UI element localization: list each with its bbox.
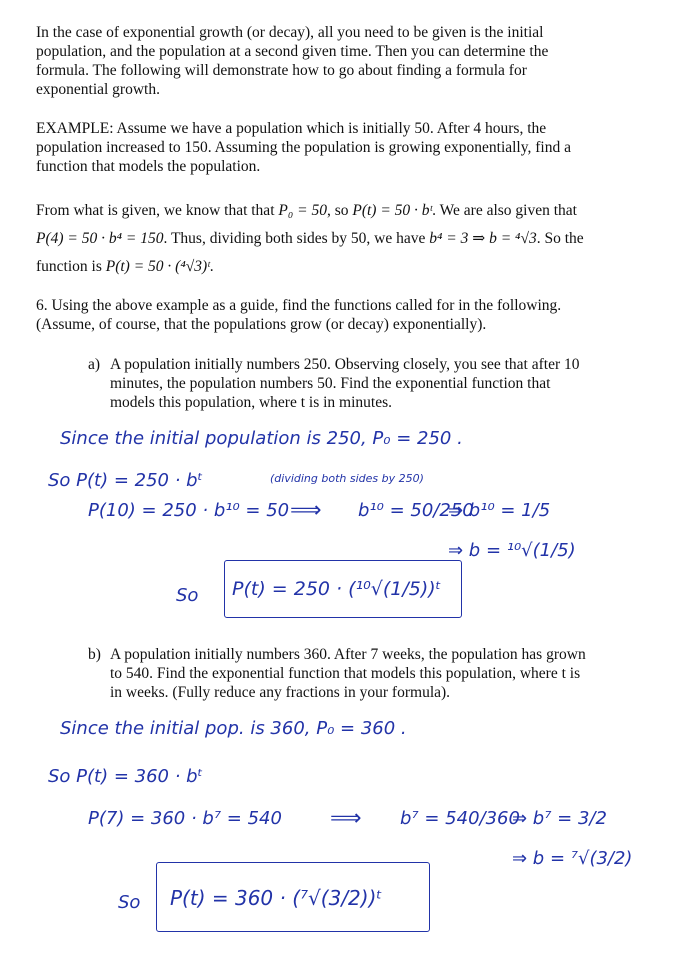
hw-a-note: (dividing both sides by 250) <box>270 472 424 485</box>
part-b-line: A population initially numbers 360. After 7 weeks, the population has grown <box>110 646 586 663</box>
part-a-label: a) <box>88 356 101 373</box>
hw-a-equation: P(10) = 250 · b¹⁰ = 50 <box>88 500 290 521</box>
hw-b-simplify: ⇒ b⁷ = 3/2 <box>512 808 607 829</box>
arrow-icon: ⟹ <box>330 806 362 831</box>
part-b-prompt <box>88 645 648 702</box>
hw-a-model: So P(t) = 250 · bᵗ <box>48 470 203 491</box>
part-b-line: in weeks. (Fully reduce any fractions in your formula). <box>110 684 451 701</box>
hw-a-root: ⇒ b = ¹⁰√(1/5) <box>448 540 576 561</box>
derivation-line-1 <box>36 197 646 225</box>
derivation-text: . Thus, dividing both sides by 50, we have <box>163 230 426 247</box>
math-expression: P(t) = 50 · (⁴√3)ᵗ <box>105 258 210 275</box>
derivation-paragraph <box>36 197 646 281</box>
part-a-prompt <box>88 355 648 412</box>
hw-a-answer: P(t) = 250 · (¹⁰√(1/5))ᵗ <box>232 578 442 600</box>
math-expression: b⁴ = 3 ⇒ b = ⁴√3 <box>429 230 537 247</box>
hw-a-simplify: ⇒ b¹⁰ = 1/5 <box>448 500 551 521</box>
hw-a-divide: b¹⁰ = 50/250 <box>358 500 474 521</box>
derivation-text: , so <box>326 202 349 219</box>
hw-b-answer: P(t) = 360 · (⁷√(3/2))ᵗ <box>170 886 383 910</box>
intro-paragraph <box>36 23 646 99</box>
intro-line: population, and the population at a second given time. Then you can determine the <box>36 43 549 60</box>
hw-a-so: So <box>176 585 199 606</box>
hw-b-initial: Since the initial pop. is 360, P₀ = 360 . <box>60 718 407 739</box>
derivation-line-2 <box>36 225 646 253</box>
intro-line: In the case of exponential growth (or decay), all you need to be given is the initial <box>36 24 544 41</box>
arrow-icon: ⟹ <box>290 498 322 523</box>
part-a-line: minutes, the population numbers 50. Find the exponential function that <box>110 375 551 392</box>
example-line: population increased to 150. Assuming the population is growing exponentially, find a <box>36 139 571 156</box>
part-a-line: models this population, where t is in minutes. <box>110 394 392 411</box>
intro-line: formula. The following will demonstrate how to go about finding a formula for <box>36 62 527 79</box>
example-paragraph <box>36 119 646 176</box>
hw-b-divide: b⁷ = 540/360 <box>400 808 520 829</box>
hw-a-initial: Since the initial population is 250, P₀ = 250 . <box>60 428 463 449</box>
part-a-line: A population initially numbers 250. Observing closely, you see that after 10 <box>110 356 580 373</box>
question-line: (Assume, of course, that the populations grow (or decay) exponentially). <box>36 316 487 333</box>
derivation-text: function is <box>36 258 102 275</box>
math-expression: P(t) = 50 · bᵗ <box>352 202 433 219</box>
part-b-line: to 540. Find the exponential function that models this population, where t is <box>110 665 581 682</box>
derivation-text: From what is given, we know that that <box>36 202 275 219</box>
derivation-text: . We are also given that <box>432 202 577 219</box>
derivation-line-3 <box>36 253 646 281</box>
example-line: function that models the population. <box>36 158 261 175</box>
derivation-text: . <box>209 258 214 275</box>
hw-b-equation: P(7) = 360 · b⁷ = 540 <box>88 808 282 829</box>
question-6 <box>36 296 646 334</box>
part-b-label: b) <box>88 646 101 663</box>
hw-b-root: ⇒ b = ⁷√(3/2) <box>512 848 633 869</box>
intro-line: exponential growth. <box>36 81 160 98</box>
math-expression: P₀ = 50 <box>278 202 327 219</box>
question-line: 6. Using the above example as a guide, find the functions called for in the following. <box>36 297 562 314</box>
math-expression: P(4) = 50 · b⁴ = 150 <box>36 230 164 247</box>
example-line: EXAMPLE: Assume we have a population which is initially 50. After 4 hours, the <box>36 120 547 137</box>
hw-b-model: So P(t) = 360 · bᵗ <box>48 766 203 787</box>
hw-b-so: So <box>118 892 141 913</box>
derivation-text: . So the <box>536 230 584 247</box>
